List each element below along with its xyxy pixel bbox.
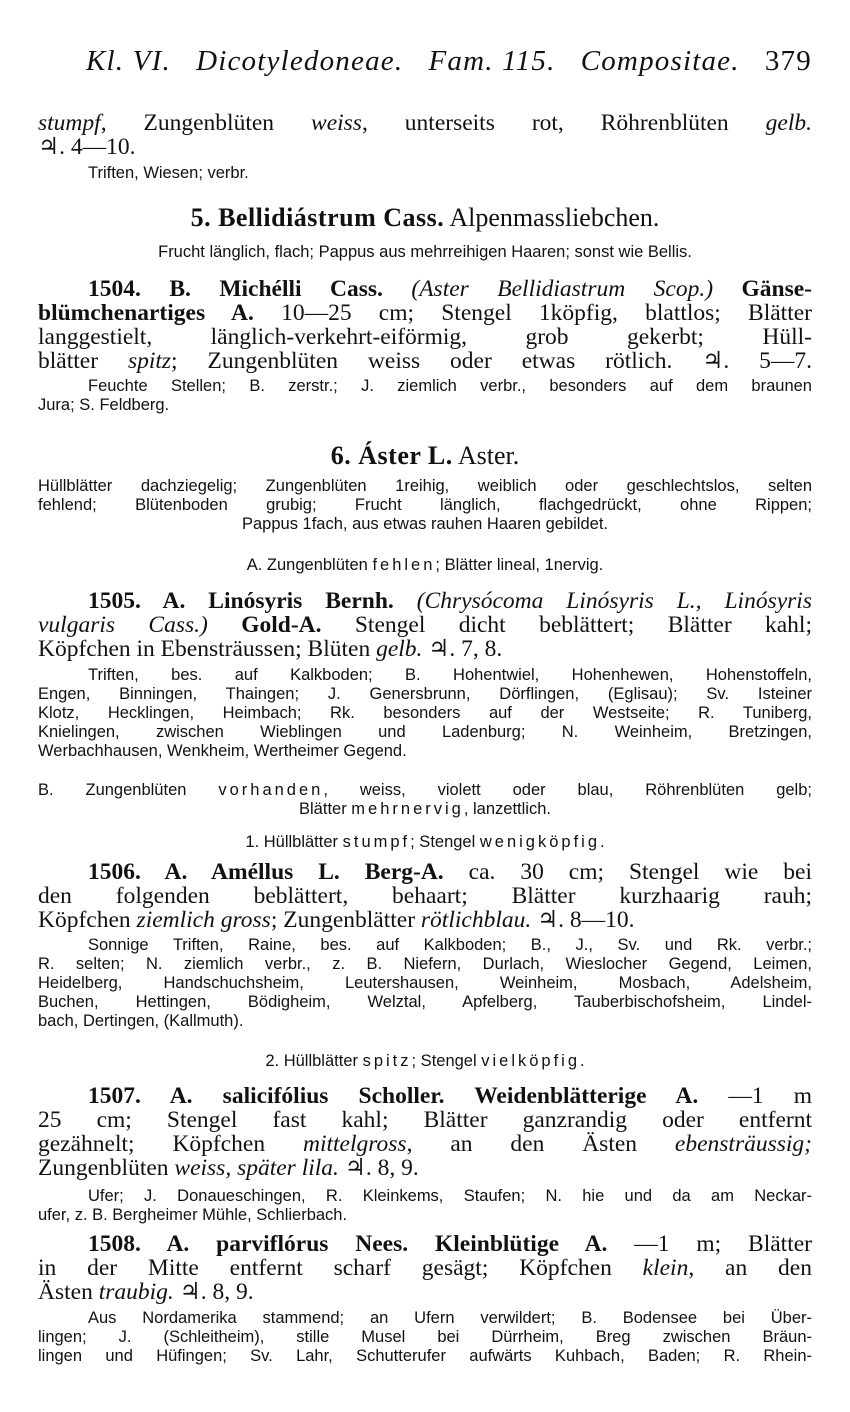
- species-1504-line-1: 1504. B. Michélli Cass. (Aster Bellidiastrum Scop.) Gänse-: [88, 276, 812, 302]
- species-1508-loc-3: lingen und Hüfingen; Sv. Lahr, Schutterufer aufwärts Kuhbach, Baden; R. Rhein-: [38, 1347, 812, 1365]
- species-1507: [38, 1084, 812, 1180]
- species-1508-line-3: Ästen traubig. ♃. 8, 9.: [38, 1279, 254, 1305]
- header-family-number: Fam. 115.: [428, 45, 556, 77]
- species-1507-line-1: 1507. A. salicifólius Scholler. Weidenblätterige A. —1 m: [88, 1083, 812, 1109]
- species-1506-localities: [38, 936, 812, 1031]
- species-1507-line-2: 25 cm; Stengel fast kahl; Blätter ganzrandig oder entfernt: [38, 1107, 812, 1133]
- species-1508-localities: [38, 1309, 812, 1366]
- species-1506-loc-1: Sonnige Triften, Raine, bes. auf Kalkboden; B., J., Sv. und Rk. verbr.;: [88, 936, 812, 954]
- species-1506-line-3: Köpfchen ziemlich gross; Zungenblätter rötlichblau. ♃. 8—10.: [38, 907, 635, 933]
- intro-line-1: stumpf, Zungenblüten weiss, unterseits rot, Röhrenblüten gelb.: [38, 110, 812, 136]
- genus-6-description: [38, 477, 812, 534]
- species-1508-loc-2: lingen; J. (Schleitheim), stille Musel bei Dürrheim, Breg zwischen Bräun-: [38, 1328, 812, 1346]
- genus-6-desc-1: Hüllblätter dachziegelig; Zungenblüten 1reihig, weiblich oder geschlechtslos, selten: [38, 477, 812, 495]
- species-1507-line-4: Zungenblüten weiss, später lila. ♃. 8, 9.: [38, 1155, 419, 1181]
- key-1: 1. Hüllblätter stumpf; Stengel wenigköpfig.: [245, 833, 605, 851]
- genus-6-desc-2: fehlend; Blütenboden grubig; Frucht länglich, flachgedrückt, ohne Rippen;: [38, 496, 812, 514]
- species-1505-loc-5: Werbachhausen, Wenkheim, Wertheimer Gegend.: [38, 742, 407, 760]
- species-1505-loc-3: Klotz, Hecklingen, Heimbach; Rk. besonders auf der Westseite; R. Tuniberg,: [38, 704, 812, 722]
- species-1504-line-3: langgestielt, länglich-verkehrt-eiförmig, grob gekerbt; Hüll-: [38, 324, 812, 350]
- species-1506-loc-3: Heidelberg, Handschuchsheim, Leutershausen, Weinheim, Mosbach, Adelsheim,: [38, 974, 812, 992]
- species-1507-loc-1: Ufer; J. Donaueschingen, R. Kleinkems, Staufen; N. hie und da am Neckar-: [88, 1187, 812, 1205]
- key-b-line-2: Blätter mehrnervig, lanzettlich.: [299, 800, 551, 818]
- species-1505-line-3: Köpfchen in Ebensträussen; Blüten gelb. ♃. 7, 8.: [38, 636, 503, 662]
- species-1507-localities: [38, 1187, 812, 1225]
- genus-5-heading: 5. Bellidiástrum Cass. Alpenmassliebchen.: [190, 203, 660, 232]
- species-1506-loc-5: bach, Dertingen, (Kallmuth).: [38, 1012, 244, 1030]
- species-1504-line-4: blätter spitz; Zungenblüten weiss oder etwas rötlich. ♃. 5—7.: [38, 348, 812, 374]
- species-1508-loc-1: Aus Nordamerika stammend; an Ufern verwildert; B. Bodensee bei Über-: [88, 1309, 812, 1327]
- species-1506-loc-2: R. selten; N. ziemlich verbr., z. B. Niefern, Durlach, Wieslocher Gegend, Leimen,: [38, 955, 812, 973]
- key-b-line-1: B. Zungenblüten vorhanden, weiss, violett oder blau, Röhrenblüten gelb;: [38, 781, 812, 799]
- species-1505-loc-2: Engen, Binningen, Thaingen; J. Genersbrunn, Dörflingen, (Eglisau); Sv. Isteiner: [38, 685, 812, 703]
- species-1506-loc-4: Buchen, Hettingen, Bödigheim, Welztal, Apfelberg, Tauberbischofsheim, Lindel-: [38, 993, 812, 1011]
- species-1504-line-2: blümchenartiges A. 10—25 cm; Stengel 1köpfig, blattlos; Blätter: [38, 300, 812, 326]
- genus-6-desc-3: Pappus 1fach, aus etwas rauhen Haaren gebildet.: [242, 515, 608, 533]
- species-1505-loc-1: Triften, bes. auf Kalkboden; B. Hohentwiel, Hohenhewen, Hohenstoffeln,: [88, 666, 812, 684]
- header-family-name: Compositae.: [580, 45, 740, 77]
- species-1504-localities: [38, 377, 812, 415]
- species-1508: [38, 1232, 812, 1304]
- intro-line-2: ♃. 4—10.: [38, 134, 136, 160]
- species-1506: [38, 860, 812, 932]
- species-1508-line-1: 1508. A. parviflórus Nees. Kleinblütige A. —1 m; Blätter: [88, 1231, 812, 1257]
- key-a: A. Zungenblüten fehlen; Blätter lineal, 1nervig.: [246, 556, 604, 574]
- species-1507-loc-2: ufer, z. B. Bergheimer Mühle, Schlierbach.: [38, 1206, 348, 1224]
- species-1506-line-2: den folgenden beblättert, behaart; Blätter kurzhaarig rauh;: [38, 883, 812, 909]
- header-subclass: Dicotyledoneae.: [196, 45, 404, 77]
- species-1506-line-1: 1506. A. Améllus L. Berg-A. ca. 30 cm; Stengel wie bei: [88, 859, 812, 885]
- species-1505-localities: [38, 666, 812, 761]
- genus-5-description: Frucht länglich, flach; Pappus aus mehrreihigen Haaren; sonst wie Bellis.: [158, 243, 692, 261]
- species-1508-line-2: in der Mitte entfernt scharf gesägt; Köpfchen klein, an den: [38, 1255, 812, 1281]
- species-1507-line-3: gezähnelt; Köpfchen mittelgross, an den Ästen ebensträussig;: [38, 1131, 812, 1157]
- page-number: 379: [764, 45, 812, 77]
- species-1505-loc-4: Knielingen, zwischen Wieblingen und Ladenburg; N. Weinheim, Bretzingen,: [38, 723, 812, 741]
- genus-6-heading: 6. Áster L. Aster.: [330, 441, 520, 470]
- species-1504-loc-1: Feuchte Stellen; B. zerstr.; J. ziemlich verbr., besonders auf dem braunen: [88, 377, 812, 395]
- intro-continuation: [38, 111, 812, 159]
- key-2: 2. Hüllblätter spitz; Stengel vielköpfig.: [265, 1052, 585, 1070]
- species-1504-loc-2: Jura; S. Feldberg.: [38, 396, 170, 414]
- intro-habitat: Triften, Wiesen; verbr.: [88, 164, 249, 182]
- species-1505-line-2: vulgaris Cass.) Gold-A. Stengel dicht beblättert; Blätter kahl;: [38, 612, 812, 638]
- species-1505: [38, 589, 812, 661]
- species-1504: [38, 277, 812, 373]
- species-1505-line-1: 1505. A. Linósyris Bernh. (Chrysócoma Linósyris L., Linósyris: [88, 588, 812, 614]
- header-class: Kl. VI.: [86, 45, 171, 77]
- running-header: [38, 45, 812, 85]
- key-b: [38, 781, 812, 819]
